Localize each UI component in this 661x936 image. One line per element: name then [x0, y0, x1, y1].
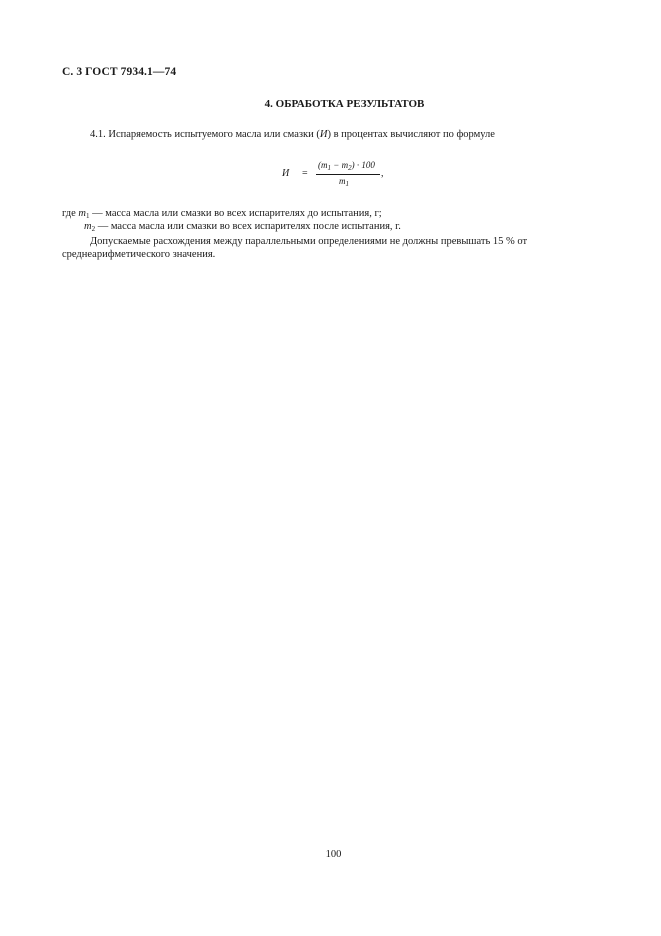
formula-equals: = [302, 168, 308, 179]
variable-i: И [319, 129, 328, 140]
formula-num-open: (m [318, 160, 328, 170]
formula-den-sub: 1 [345, 180, 349, 188]
definition-m1-text: — масса масла или смазки во всех испарителях до испытания, г; [89, 208, 382, 219]
variable-m1: m [78, 208, 87, 219]
variable-m1-sub: 1 [86, 212, 90, 220]
variable-m2-sub: 2 [91, 225, 96, 233]
tolerance-paragraph-continued: среднеарифметического значения. [62, 249, 216, 260]
fraction-line [316, 174, 380, 175]
paragraph-4-1-end: ) в процентах вычисляют по формуле [327, 129, 495, 140]
paragraph-4-1 [90, 128, 495, 141]
formula-numerator [318, 160, 375, 172]
page-number: 100 [325, 849, 342, 860]
page-header: С. 3 ГОСТ 7934.1—74 [62, 66, 177, 78]
formula-num-sub2: 2 [348, 164, 352, 172]
definition-m2-text: — масса масла или смазки во всех испарителях после испытания, г. [95, 221, 401, 232]
formula-num-minus: − m [331, 160, 349, 170]
formula-denominator [339, 176, 349, 188]
formula-lhs: И [282, 168, 290, 179]
section-title: 4. ОБРАБОТКА РЕЗУЛЬТАТОВ [264, 98, 425, 110]
formula [282, 160, 402, 194]
variable-m2: m [84, 221, 92, 232]
formula-num-sub1: 1 [327, 164, 331, 172]
formula-num-close: ) · 100 [351, 160, 375, 170]
paragraph-4-1-start: 4.1. Испаряемость испытуемого масла или смазки ( [90, 129, 320, 140]
formula-comma: , [381, 168, 384, 179]
formula-den-var: m [339, 176, 346, 186]
definition-prefix: где [62, 208, 79, 219]
tolerance-paragraph: Допускаемые расхождения между параллельными определениями не должны превышать 15 % от [90, 236, 528, 247]
definition-m2 [84, 220, 401, 236]
